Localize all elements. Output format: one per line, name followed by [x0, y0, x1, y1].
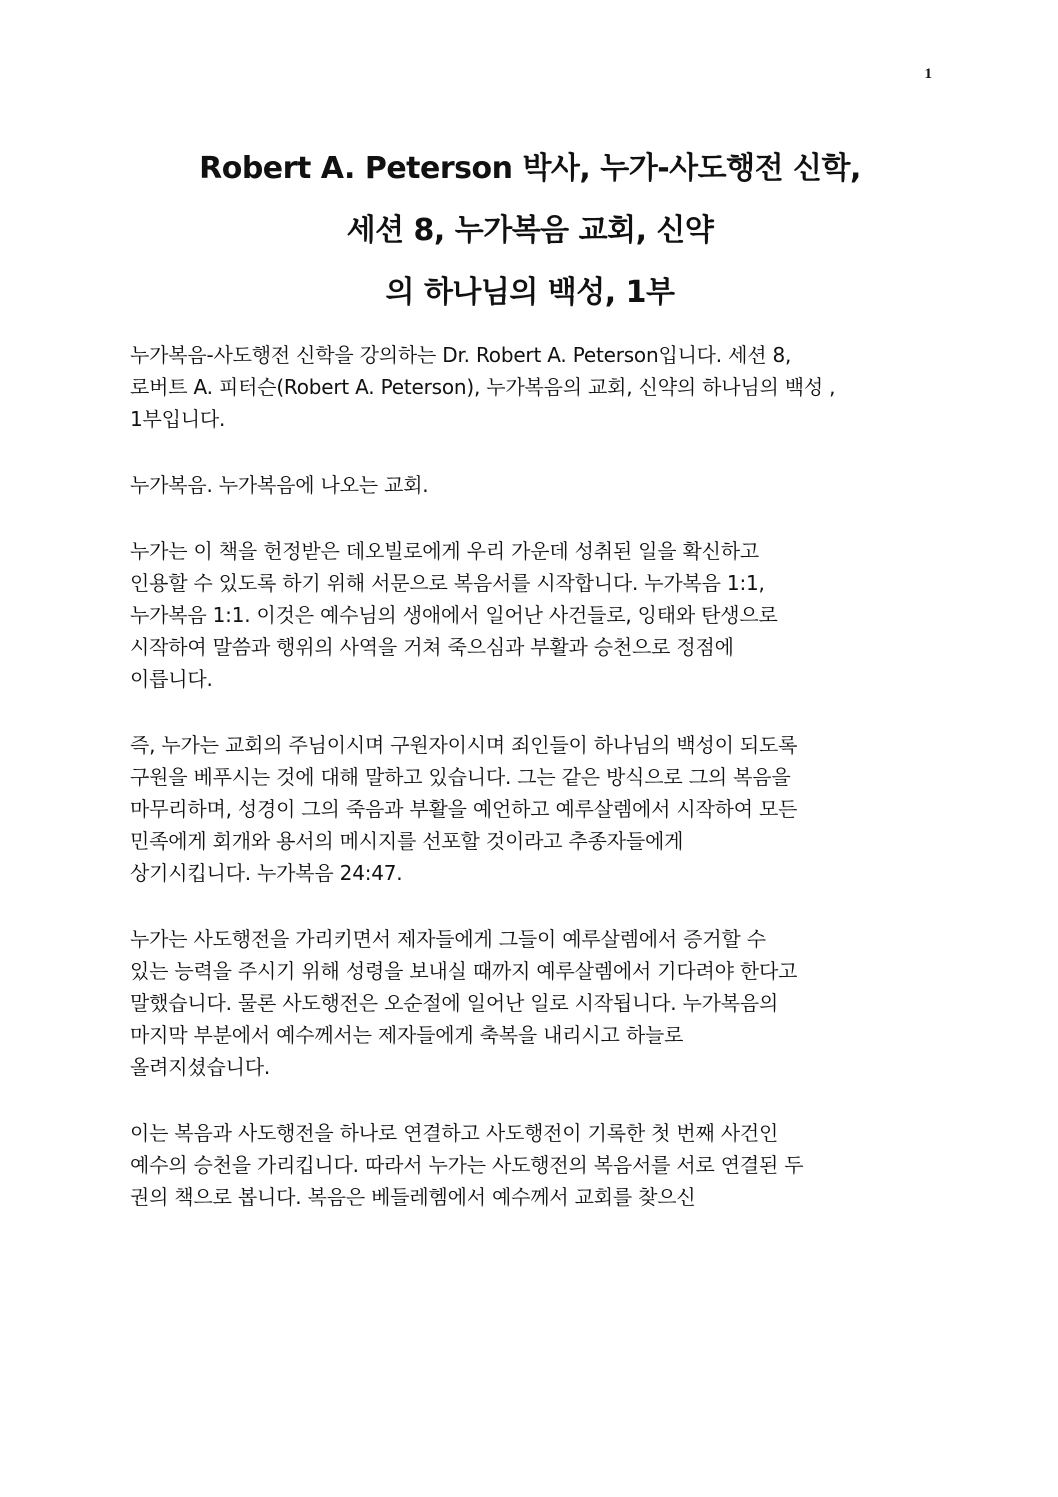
title-line: 세션 8, 누가복음 교회, 신약 — [346, 213, 714, 248]
text-line: 이릅니다. — [130, 667, 213, 691]
document-title — [120, 138, 940, 324]
text-line: 구원을 베푸시는 것에 대해 말하고 있습니다. 그는 같은 방식으로 그의 복음을 — [130, 765, 791, 789]
text-line: 시작하여 말씀과 행위의 사역을 거쳐 죽으심과 부활과 승천으로 정점에 — [130, 635, 734, 659]
text-line: 있는 능력을 주시기 위해 성령을 보내실 때까지 예루살렘에서 기다려야 한다고 — [130, 959, 798, 983]
text-line: 올려지셨습니다. — [130, 1055, 270, 1079]
title-line: Robert A. Peterson 박사, 누가-사도행전 신학, — [199, 151, 861, 186]
title-line: 의 하나님의 백성, 1부 — [385, 275, 675, 310]
text-line: 권의 책으로 봅니다. 복음은 베들레헴에서 예수께서 교회를 찾으신 — [130, 1185, 696, 1209]
paragraph — [130, 535, 930, 695]
text-line: 상기시킵니다. 누가복음 24:47. — [130, 861, 403, 885]
paragraph-intro — [130, 339, 930, 435]
text-line: 1부입니다. — [130, 407, 226, 431]
paragraph — [130, 729, 930, 889]
text-line: 말했습니다. 물론 사도행전은 오순절에 일어난 일로 시작됩니다. 누가복음의 — [130, 991, 779, 1015]
page-number: 1 — [924, 66, 932, 82]
text-line: 이는 복음과 사도행전을 하나로 연결하고 사도행전이 기록한 첫 번째 사건인 — [130, 1121, 779, 1145]
paragraph-heading — [130, 469, 930, 501]
text-line: 예수의 승천을 가리킵니다. 따라서 누가는 사도행전의 복음서를 서로 연결된 두 — [130, 1153, 804, 1177]
paragraph — [130, 923, 930, 1083]
text-line: 로버트 A. 피터슨(Robert A. Peterson), 누가복음의 교회, 신약의 하나님의 백성 , — [130, 375, 836, 399]
text-line: 민족에게 회개와 용서의 메시지를 선포할 것이라고 추종자들에게 — [130, 829, 684, 853]
text-line: 즉, 누가는 교회의 주님이시며 구원자이시며 죄인들이 하나님의 백성이 되도록 — [130, 733, 798, 757]
text-line: 누가는 사도행전을 가리키면서 제자들에게 그들이 예루살렘에서 증거할 수 — [130, 927, 766, 951]
text-line: 마지막 부분에서 예수께서는 제자들에게 축복을 내리시고 하늘로 — [130, 1023, 684, 1047]
document-body — [130, 339, 930, 1247]
text-line: 마무리하며, 성경이 그의 죽음과 부활을 예언하고 예루살렘에서 시작하여 모든 — [130, 797, 798, 821]
text-line: 인용할 수 있도록 하기 위해 서문으로 복음서를 시작합니다. 누가복음 1:1, — [130, 571, 765, 595]
text-line: 누가복음. 누가복음에 나오는 교회. — [130, 473, 429, 497]
paragraph — [130, 1117, 930, 1213]
text-line: 누가복음-사도행전 신학을 강의하는 Dr. Robert A. Peterson입니다. 세션 8, — [130, 343, 792, 367]
text-line: 누가복음 1:1. 이것은 예수님의 생애에서 일어난 사건들로, 잉태와 탄생으로 — [130, 603, 778, 627]
text-line: 누가는 이 책을 헌정받은 데오빌로에게 우리 가운데 성취된 일을 확신하고 — [130, 539, 760, 563]
